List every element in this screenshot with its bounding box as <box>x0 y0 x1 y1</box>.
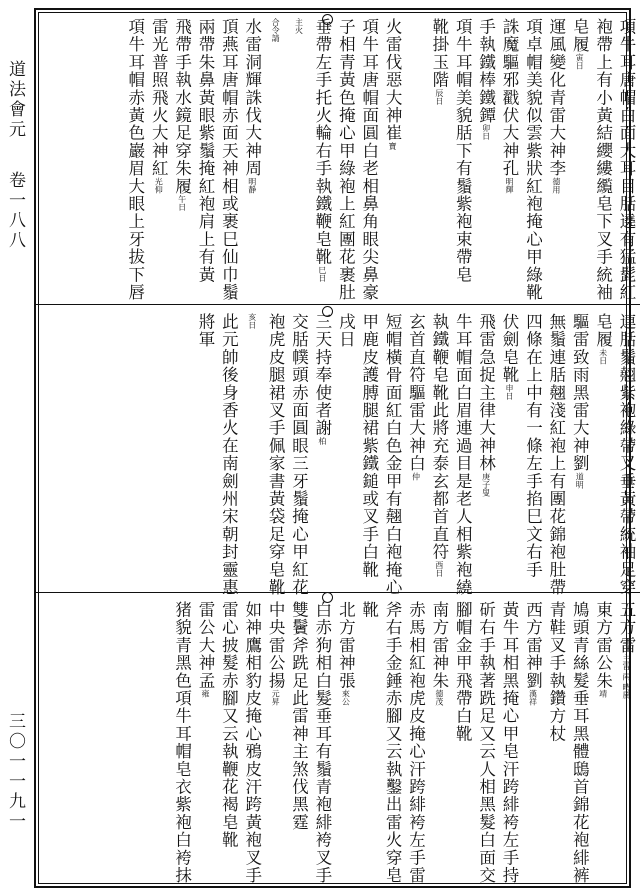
column-text: 誅魔驅邪戳伏大神孔 <box>500 18 520 178</box>
column-text: 西方雷神劉 <box>523 601 543 690</box>
text-column <box>400 313 426 589</box>
column-text: 項卓帽美貌似雲紫狀紅袍掩心甲綠靴 <box>523 18 543 302</box>
column-text: 短帽橫骨面紅白色金甲有翹白袍掩心 <box>383 313 403 597</box>
column-text: 項牛耳唐帽面圓白老相鼻角眼尖鼻豪 <box>359 18 379 302</box>
text-column <box>307 313 330 589</box>
text-column <box>494 601 520 885</box>
column-text: 白赤狗相白髮垂耳有鬚青袍緋袴叉手 <box>312 601 332 885</box>
circle-marker <box>322 592 333 603</box>
column-text: 黃牛耳相黑掩心甲皂汗跨緋袴左手持 <box>500 601 520 885</box>
column-note: 午日 <box>177 195 187 211</box>
text-columns <box>44 601 636 885</box>
text-column <box>119 18 145 302</box>
text-column <box>283 313 309 597</box>
text-column <box>283 18 306 294</box>
column-text: 皂履 <box>593 313 613 349</box>
column-note: 柏 <box>317 436 327 445</box>
column-text: 項牛耳唐帽白面大耳目䏦遶有猛髭紅 <box>617 18 636 302</box>
text-column <box>330 18 356 302</box>
book-title: 道法會元 <box>5 60 25 140</box>
text-column <box>166 601 192 885</box>
text-column <box>260 313 286 597</box>
text-column <box>283 601 309 882</box>
text-column <box>353 313 379 589</box>
text-column <box>330 313 356 589</box>
column-note: 仲 <box>411 472 421 481</box>
text-column <box>423 601 449 882</box>
column-text: 皂履 <box>570 18 590 54</box>
column-text: 如神鷹相豹皮掩心鴉皮汗跨黃袍叉手 <box>242 601 262 885</box>
text-column <box>517 601 543 882</box>
text-column <box>190 18 213 294</box>
column-text: 三天持奉使者謝 <box>312 313 332 437</box>
text-column <box>236 313 259 589</box>
column-note: 元昇 <box>271 689 281 706</box>
column-text: 袍虎皮腿裙叉手佩家書黃袋足穿皂靴 <box>266 313 286 597</box>
text-column <box>611 18 636 302</box>
column-text: 此元帥後身香火在南劍州宋朝封靈惠 <box>219 313 239 597</box>
column-text: 項牛耳帽美貌䏦下有鬚紫袍束帶皂 <box>453 18 473 284</box>
text-column <box>587 601 613 882</box>
volume-label: 卷一八八 <box>5 170 25 251</box>
column-text: 運風變化青雷大神李 <box>546 18 566 178</box>
column-text: 火雷伐惡大神崔 <box>383 18 403 142</box>
column-text: 中央雷公揚 <box>266 601 286 690</box>
column-text: 猪貌青黑色項牛耳帽皂衣紫袍白袴抹 <box>172 601 192 885</box>
text-column <box>213 313 239 597</box>
column-text: 雷公大神孟 <box>195 601 215 690</box>
column-note: 主雷 兩 晴風 <box>622 654 631 700</box>
column-text: 四條在上中有一條左手掐巳文右手 <box>523 313 543 579</box>
text-column <box>611 601 634 882</box>
column-text: 垂帶左手托火輪右手執鐵鞭皂靴 <box>312 18 332 266</box>
column-text: 玄首直符驅雷大神白 <box>406 313 426 473</box>
column-note: 辰日 <box>434 88 444 105</box>
column-text: 斧右手金錘赤腳又云執鑿出雷火穿皂 <box>383 601 403 885</box>
column-text: 驅雷致雨黑雷大神劉 <box>570 313 590 473</box>
column-text: 子相青黃色掩心甲綠袍上紅團花裹肚 <box>336 18 356 302</box>
text-column <box>377 601 403 885</box>
column-text: 北方雷神張 <box>336 601 356 690</box>
column-text: 雷光普照飛火大神紅 <box>149 18 169 178</box>
column-text: 甲鹿皮護膊腿裙紫鐵鎚或叉手白靴 <box>359 313 379 579</box>
text-column <box>377 313 403 597</box>
column-text: 靴 <box>359 601 379 619</box>
text-column <box>470 313 496 589</box>
column-note: 亥日 <box>247 313 257 329</box>
column-note: 庚子叟 <box>481 472 491 497</box>
column-text: 斫右手執著跣足又云人相黑髮白面交 <box>476 601 496 885</box>
circle-marker <box>322 306 333 317</box>
column-note: 德用 <box>551 177 561 194</box>
column-note: 申日 <box>505 383 515 400</box>
text-column <box>236 18 262 294</box>
text-column <box>540 601 566 882</box>
text-column <box>166 18 192 294</box>
register-middle <box>36 304 640 597</box>
text-column <box>377 18 403 294</box>
column-text: 將軍 <box>195 313 215 349</box>
text-column <box>494 18 520 294</box>
column-note: 明輝 <box>505 177 515 194</box>
column-note: 明静 <box>247 177 257 194</box>
column-text: 鳩頭青絲髮垂耳黑體鴟首錦花袍緋裤 <box>570 601 590 885</box>
register-top <box>36 10 640 302</box>
text-column <box>447 601 473 882</box>
text-column <box>423 18 449 294</box>
text-column <box>330 601 356 882</box>
column-note: 未日 <box>598 348 608 365</box>
column-text: 牛耳帽面白眉連過目是老人相紫袍繞 <box>453 313 473 597</box>
text-column <box>587 18 613 302</box>
text-column <box>190 601 213 882</box>
text-column <box>564 313 590 589</box>
text-columns <box>44 18 636 302</box>
text-column <box>470 18 496 294</box>
column-note: 寶 <box>388 141 398 150</box>
text-column <box>540 313 566 597</box>
column-note: 德茂 <box>434 689 444 706</box>
text-column <box>564 601 590 885</box>
margin-folio: 三〇一一九一 <box>5 712 25 832</box>
text-column <box>307 18 330 294</box>
text-column <box>213 601 239 882</box>
column-text: 手執鐵棒鐵鐔 <box>476 18 496 125</box>
text-column <box>517 313 543 589</box>
text-column <box>213 18 239 302</box>
column-text: 執鐵鞭皂靴此將充泰玄都首直符 <box>429 313 449 561</box>
column-note: 主火 <box>294 18 304 34</box>
column-text: 五方雷 <box>617 601 636 655</box>
column-text: 南方雷神朱 <box>429 601 449 690</box>
column-note: 道明 <box>575 472 585 489</box>
column-text: 袍帶上有小黃結纓縷䌫皂下叉手統袖 <box>593 18 613 302</box>
text-column <box>540 18 566 294</box>
column-text: 青鞋叉手執鑽方杖 <box>546 601 566 743</box>
text-column <box>260 601 286 882</box>
text-column <box>611 313 636 597</box>
column-text: 無鬚連䏦翹淺紅袍上有團花錦袍肚帶 <box>546 313 566 597</box>
column-text: 飛帶手執水鏡足穿朱履 <box>172 18 192 195</box>
text-column <box>236 601 262 885</box>
text-column <box>423 313 449 589</box>
column-text: 雷心披髮赤腳又云執鞭花褐皂靴 <box>219 601 239 849</box>
column-note: 漢祥 <box>528 689 538 706</box>
text-column <box>517 18 543 302</box>
text-column <box>447 313 473 597</box>
text-column <box>470 601 496 885</box>
text-column <box>447 18 473 294</box>
text-columns <box>44 313 636 597</box>
text-column <box>400 18 423 294</box>
text-column <box>400 601 426 885</box>
column-text: 東方雷公朱 <box>593 601 613 690</box>
column-text: 頂燕耳唐帽赤面天神相或裹巳仙巾鬚 <box>219 18 239 302</box>
column-note: 來公 <box>341 689 351 706</box>
column-text: 連䏦鬚翹紫袍綠帶叉垂黃帶統袖足穿 <box>617 313 636 597</box>
column-note: 巳日 <box>317 265 327 282</box>
column-text: 伏劍皂靴 <box>500 313 520 384</box>
column-note: 卯日 <box>481 124 491 141</box>
column-text: 水雷洞輝誅伐大神周 <box>242 18 262 178</box>
text-column <box>587 313 613 589</box>
circle-marker <box>322 14 333 25</box>
text-column <box>353 18 379 302</box>
column-text: 腳帽金甲飛帶白靴 <box>453 601 473 743</box>
column-note: 靖 <box>598 689 608 698</box>
column-note: 光仰 <box>154 177 164 194</box>
text-column <box>353 601 379 882</box>
column-text: 戌日 <box>336 313 356 349</box>
text-column <box>564 18 590 294</box>
column-note: 寅日 <box>575 53 585 70</box>
text-column <box>494 313 520 589</box>
text-column <box>307 601 332 885</box>
column-text: 靴掛玉階 <box>429 18 449 89</box>
column-note: 酉日 <box>434 560 444 577</box>
column-note: 雍 <box>200 689 210 698</box>
text-column <box>260 18 283 294</box>
column-text: 交䏦幞頭赤面圓眼三牙鬚掩心甲紅花 <box>289 313 309 597</box>
text-column <box>143 18 169 294</box>
column-text: 項牛耳帽赤黃色巖眉大眼上牙拔下唇 <box>125 18 145 302</box>
column-text: 飛雷急捉主律大神林 <box>476 313 496 473</box>
column-text: 兩帶朱鼻黃眼紫鬚掩紅袍肩上有黃 <box>195 18 215 284</box>
register-bottom <box>36 592 640 886</box>
column-text: 雙鬢斧跣足此雷神主煞伐黑霆 <box>289 601 309 832</box>
text-column <box>190 313 213 589</box>
column-note: 合令請 <box>271 18 281 42</box>
column-text: 赤馬相紅袍虎皮掩心汗跨緋袴左手雷 <box>406 601 426 885</box>
margin-book-title <box>2 60 28 251</box>
